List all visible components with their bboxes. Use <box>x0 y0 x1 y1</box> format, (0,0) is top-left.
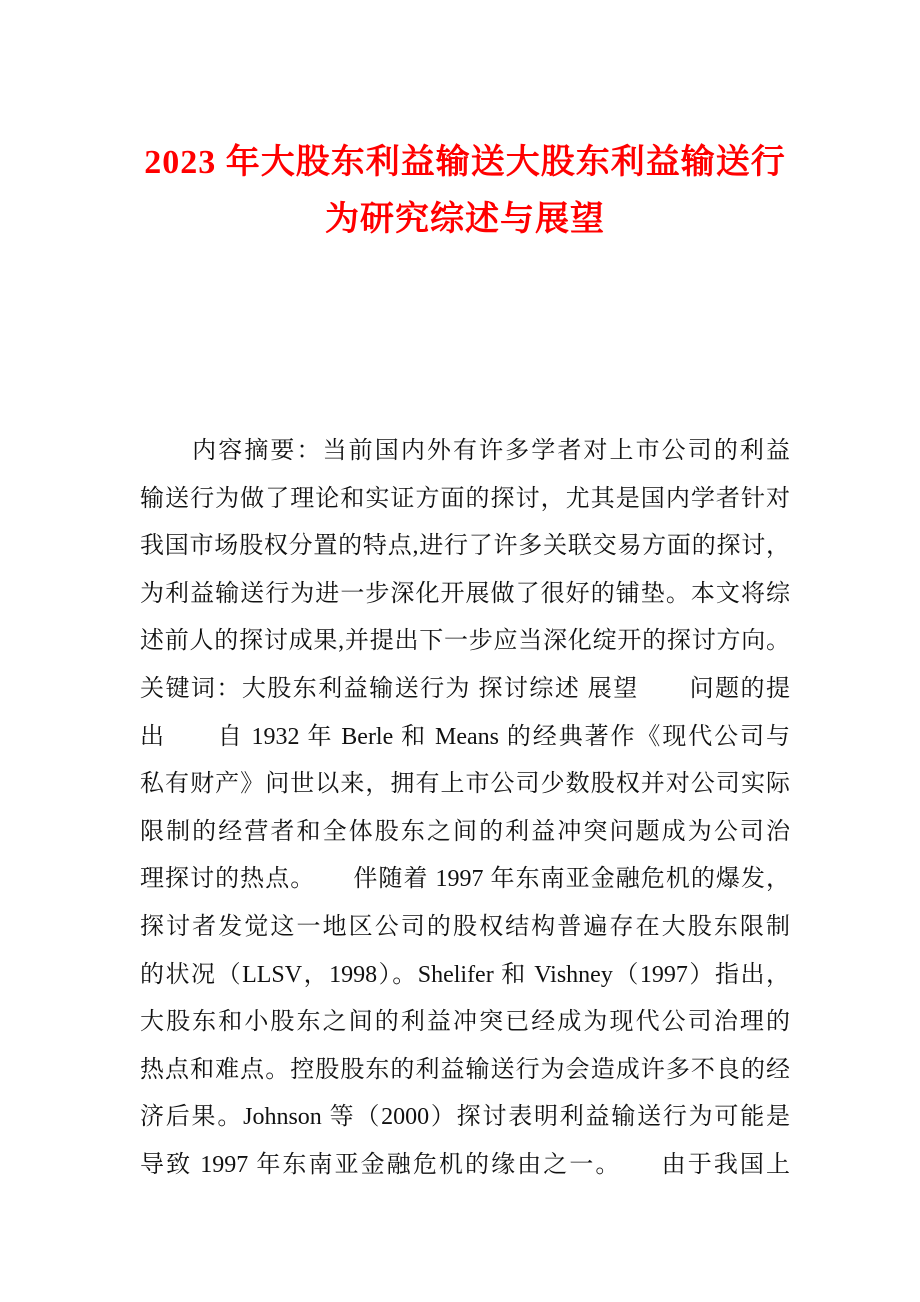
title-line-1: 2023 年大股东利益输送大股东利益输送行 <box>144 144 786 181</box>
body-line-2: 输送行为做了理论和实证方面的探讨，尤其是国内学者针对 <box>140 485 790 512</box>
body-line-4: 为利益输送行为进一步深化开展做了很好的铺垫。本文将综 <box>140 580 790 607</box>
document-body <box>140 428 790 1190</box>
body-line-16: 导致 1997 年东南亚金融危机的缘由之一。 由于我国上 <box>140 1151 790 1178</box>
body-line-1: 内容摘要：当前国内外有许多学者对上市公司的利益 <box>140 438 790 464</box>
body-line-7: 出 自 1932 年 Berle 和 Means 的经典著作《现代公司与 <box>140 723 790 750</box>
body-line-5: 述前人的探讨成果,并提出下一步应当深化绽开的探讨方向。 <box>140 628 790 655</box>
body-line-13: 大股东和小股东之间的利益冲突已经成为现代公司治理的 <box>140 1009 790 1036</box>
body-line-15: 济后果。Johnson 等（2000）探讨表明利益输送行为可能是 <box>140 1104 790 1131</box>
body-line-3: 我国市场股权分置的特点,进行了许多关联交易方面的探讨， <box>140 533 790 560</box>
document-title <box>110 134 820 248</box>
title-line-2: 为研究综述与展望 <box>325 201 605 238</box>
body-line-12: 的状况（LLSV，1998）。Shelifer 和 Vishney（1997）指出， <box>140 961 790 988</box>
body-line-6: 关键词：大股东利益输送行为 探讨综述 展望 问题的提 <box>140 675 790 702</box>
body-line-9: 限制的经营者和全体股东之间的利益冲突问题成为公司治 <box>140 818 790 845</box>
body-line-10: 理探讨的热点。 伴随着 1997 年东南亚金融危机的爆发， <box>140 866 790 893</box>
body-line-8: 私有财产》问世以来，拥有上市公司少数股权并对公司实际 <box>140 771 790 798</box>
body-line-14: 热点和难点。控股股东的利益输送行为会造成许多不良的经 <box>140 1056 790 1083</box>
body-line-11: 探讨者发觉这一地区公司的股权结构普遍存在大股东限制 <box>140 913 790 940</box>
